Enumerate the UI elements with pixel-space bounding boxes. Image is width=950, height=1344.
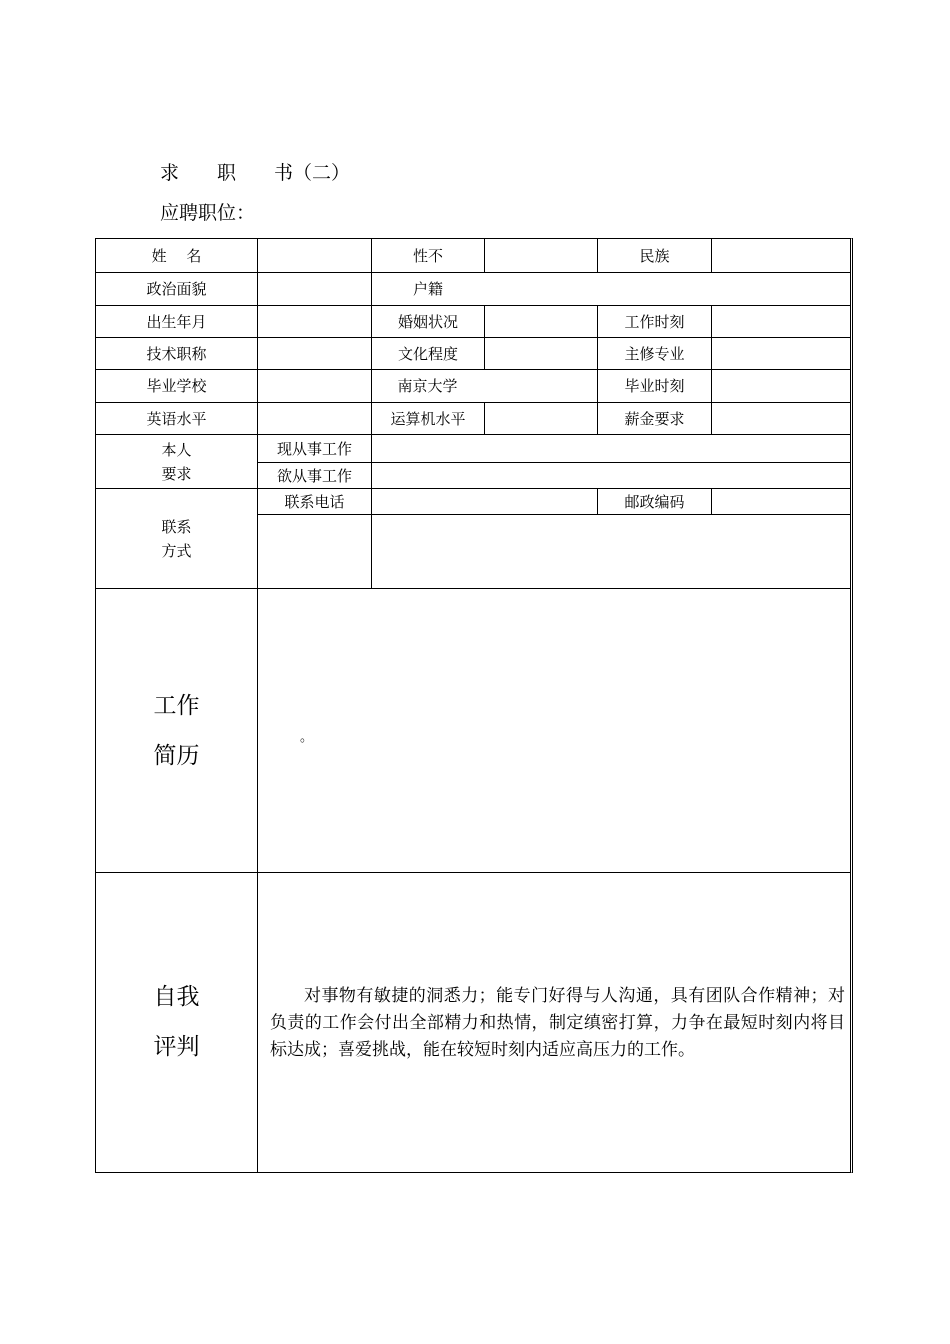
computer-level-field[interactable]: [485, 403, 597, 434]
postcode-label: 邮政编码: [624, 492, 685, 511]
salary-label: 薪金要求: [624, 409, 685, 428]
work-history-label-line2: 简历: [153, 742, 200, 769]
personal-requirements-label-line2: 要求: [161, 464, 192, 483]
birth-date-label: 出生年月: [146, 312, 207, 331]
personal-requirements-label: [96, 435, 257, 488]
education-field[interactable]: [485, 338, 597, 369]
graduation-time-field[interactable]: [712, 370, 851, 402]
english-level-field[interactable]: [258, 403, 371, 434]
contact-extra-field[interactable]: [258, 515, 371, 588]
document-title: 求 职 书（二）: [160, 162, 351, 184]
work-history-label: [96, 589, 257, 872]
english-level-label: 英语水平: [146, 409, 207, 428]
work-history-label-line1: 工作: [153, 692, 200, 719]
salary-field[interactable]: [712, 403, 851, 434]
political-status-label: 政治面貌: [146, 280, 207, 298]
birth-date-field[interactable]: [258, 306, 371, 337]
school-value[interactable]: 南京大学: [397, 377, 458, 395]
phone-label: 联系电话: [284, 492, 345, 511]
graduation-time-label: 毕业时刻: [624, 377, 685, 395]
hukou-field[interactable]: [485, 273, 851, 305]
contact-label-line2: 方式: [161, 541, 192, 560]
contact-label-line1: 联系: [161, 517, 192, 536]
gender-label: 性不: [412, 246, 443, 265]
name-field[interactable]: [258, 239, 371, 272]
self-evaluation-text[interactable]: 对事物有敏捷的洞悉力；能专门好得与人沟通，具有团队合作精神；对负责的工作会付出全部精力和热情，制定缜密打算，力争在最短时刻内将目标达成；喜爱挑战，能在较短时刻内适应高压力的工作。: [270, 986, 845, 1060]
self-evaluation-label: [96, 873, 257, 1171]
current-job-label: 现从事工作: [276, 439, 352, 458]
name-label: 姓 名: [151, 246, 202, 265]
education-label: 文化程度: [397, 344, 458, 363]
ethnicity-label: 民族: [639, 246, 670, 265]
ethnicity-field[interactable]: [712, 239, 851, 272]
hukou-label: 户籍: [412, 280, 443, 298]
address-field[interactable]: [372, 515, 851, 588]
computer-level-label: 运算机水平: [390, 409, 466, 428]
personal-requirements-label-line1: 本人: [161, 440, 192, 459]
work-time-label: 工作时刻: [624, 312, 685, 331]
marital-status-field[interactable]: [485, 306, 597, 337]
school-label: 毕业学校: [146, 377, 207, 395]
technical-title-field[interactable]: [258, 338, 371, 369]
political-status-field[interactable]: [258, 273, 371, 305]
desired-job-field[interactable]: [372, 463, 851, 488]
contact-label: [96, 489, 257, 588]
marital-status-label: 婚姻状况: [397, 312, 458, 331]
major-field[interactable]: [712, 338, 851, 369]
gender-field[interactable]: [485, 239, 597, 272]
postcode-field[interactable]: [712, 489, 851, 514]
desired-job-label: 欲从事工作: [276, 466, 352, 485]
major-label: 主修专业: [624, 344, 685, 363]
position-label: 应聘职位：: [160, 202, 256, 224]
work-history-field[interactable]: [258, 589, 851, 872]
phone-field[interactable]: [372, 489, 597, 514]
technical-title-label: 技术职称: [146, 344, 207, 363]
work-time-field[interactable]: [712, 306, 851, 337]
work-history-mark: 。: [300, 730, 314, 745]
current-job-field[interactable]: [372, 435, 851, 462]
self-evaluation-label-line2: 评判: [153, 1034, 200, 1060]
self-evaluation-label-line1: 自我: [153, 984, 200, 1010]
